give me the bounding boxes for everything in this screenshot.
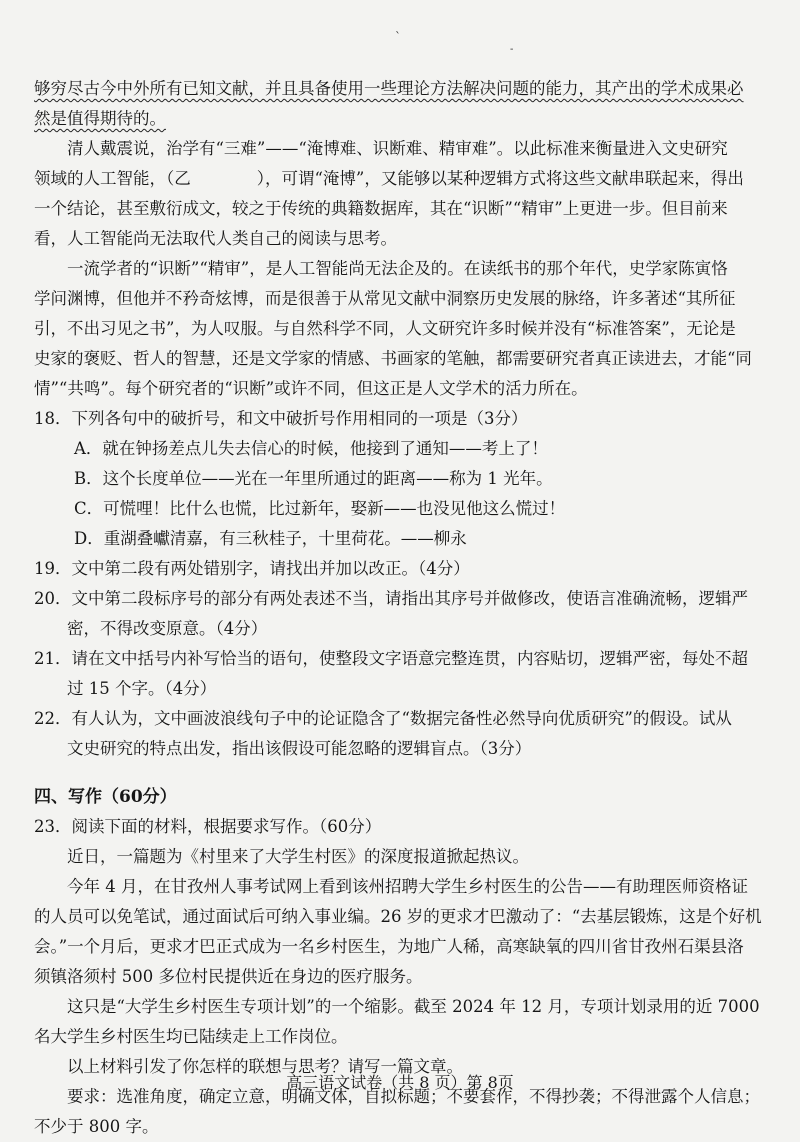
question-23: 23．阅读下面的材料，根据要求写作。（60分）: [34, 817, 382, 836]
material-line: 这只是“大学生乡村医生专项计划”的一个缩影。截至 2024 年 12 月，专项计划录用的近 7000: [67, 997, 760, 1016]
material-line: 不少于 800 字。: [34, 1117, 159, 1136]
wavy-sentence: 然是值得期待的。: [34, 109, 166, 128]
wavy-sentence: 够穷尽古今中外所有已知文献，并且具备使用一些理论方法解决问题的能力，其产出的学术成果必: [34, 79, 744, 98]
material-line: 会。”一个月后，更求才巴正式成为一名乡村医生，为地广人稀，高寒缺氧的四川省甘孜州石渠县洛: [34, 937, 744, 956]
material-line: 近日，一篇题为《村里来了大学生村医》的深度报道掀起热议。: [67, 847, 529, 866]
paragraph-line: 清人戴震说，治学有“三难”——“淹博难、识断难、精审难”。以此标准来衡量进入文史研究: [67, 139, 728, 158]
paragraph-line: 领域的人工智能，（乙 ），可谓“淹博”，又能够以某种逻辑方式将这些文献串联起来，得出: [34, 169, 744, 188]
top-mark: `: [395, 30, 401, 44]
paragraph-line: 一流学者的“识断”“精审”，是人工智能尚无法企及的。在读纸书的那个年代，史学家陈寅恪: [67, 259, 728, 278]
option-c: C．可慌哩！比什么也慌，比过新年，娶新——也没见他这么慌过！: [74, 499, 566, 518]
question-22-cont: 文史研究的特点出发，指出该假设可能忽略的逻辑盲点。（3分）: [67, 739, 532, 758]
paragraph-line: 看，人工智能尚无法取代人类自己的阅读与思考。: [34, 229, 397, 248]
paragraph-line: 一个结论，甚至敷衍成文，较之于传统的典籍数据库，其在“识断”“精审”上更进一步。但目前来: [34, 199, 728, 218]
material-line: 的人员可以免笔试，通过面试后可纳入事业编。26 岁的更求才巴激动了：“去基层锻炼，这是个好机: [34, 907, 762, 926]
material-line: 要求：选准角度，确定立意，明确文体，自拟标题；不要套作，不得抄袭；不得泄露个人信息；: [67, 1087, 760, 1106]
option-d: D．重湖叠巘清嘉，有三秋桂子，十里荷花。——柳永: [74, 529, 467, 548]
page-content: [34, 74, 762, 1142]
question-18-stem: 18．下列各句中的破折号，和文中破折号作用相同的一项是（3分）: [34, 409, 528, 428]
section-heading: 四、写作（60分）: [34, 787, 177, 807]
question-21: 21．请在文中括号内补写恰当的语句，使整段文字语意完整连贯，内容贴切，逻辑严密，每处不超: [34, 649, 748, 668]
question-21-cont: 过 15 个字。（4分）: [67, 679, 217, 698]
option-b: B．这个长度单位——光在一年里所通过的距离——称为 1 光年。: [74, 469, 553, 488]
paragraph-line: 史家的褒贬、哲人的智慧，还是文学家的情感、书画家的笔触，都需要研究者真正读进去，才能“同: [34, 349, 752, 368]
question-19: 19．文中第二段有两处错别字，请找出并加以改正。（4分）: [34, 559, 470, 578]
material-line: 名大学生乡村医生均已陆续走上工作岗位。: [34, 1027, 348, 1046]
paragraph-line: 引，不出习见之书”，为人叹服。与自然科学不同，人文研究许多时候并没有“标准答案”，无论是: [34, 319, 736, 338]
material-line: 以上材料引发了你怎样的联想与思考？请写一篇文章。: [67, 1057, 463, 1076]
material-line: 须镇洛须村 500 多位村民提供近在身边的医疗服务。: [34, 967, 423, 986]
question-20: 20．文中第二段标序号的部分有两处表述不当，请指出其序号并做修改，使语言准确流畅，逻辑严: [34, 589, 748, 608]
question-20-cont: 密，不得改变原意。（4分）: [67, 619, 268, 638]
question-22: 22．有人认为，文中画波浪线句子中的论证隐含了“数据完备性必然导向优质研究”的假设。试从: [34, 709, 732, 728]
option-a: A．就在钟扬差点儿失去信心的时候，他接到了通知——考上了！: [74, 439, 548, 458]
material-line: 今年 4 月，在甘孜州人事考试网上看到该州招聘大学生乡村医生的公告——有助理医师资格证: [67, 877, 748, 896]
top-mark: -: [510, 44, 514, 55]
page-footer: 高三语文试卷（共 8 页）第 8页: [286, 1073, 514, 1092]
paragraph-line: 学问渊博，但他并不矜奇炫博，而是很善于从常见文献中洞察历史发展的脉络，许多著述“其所征: [34, 289, 736, 308]
paragraph-line: 情”“共鸣”。每个研究者的“识断”或许不同，但这正是人文学术的活力所在。: [34, 379, 588, 398]
